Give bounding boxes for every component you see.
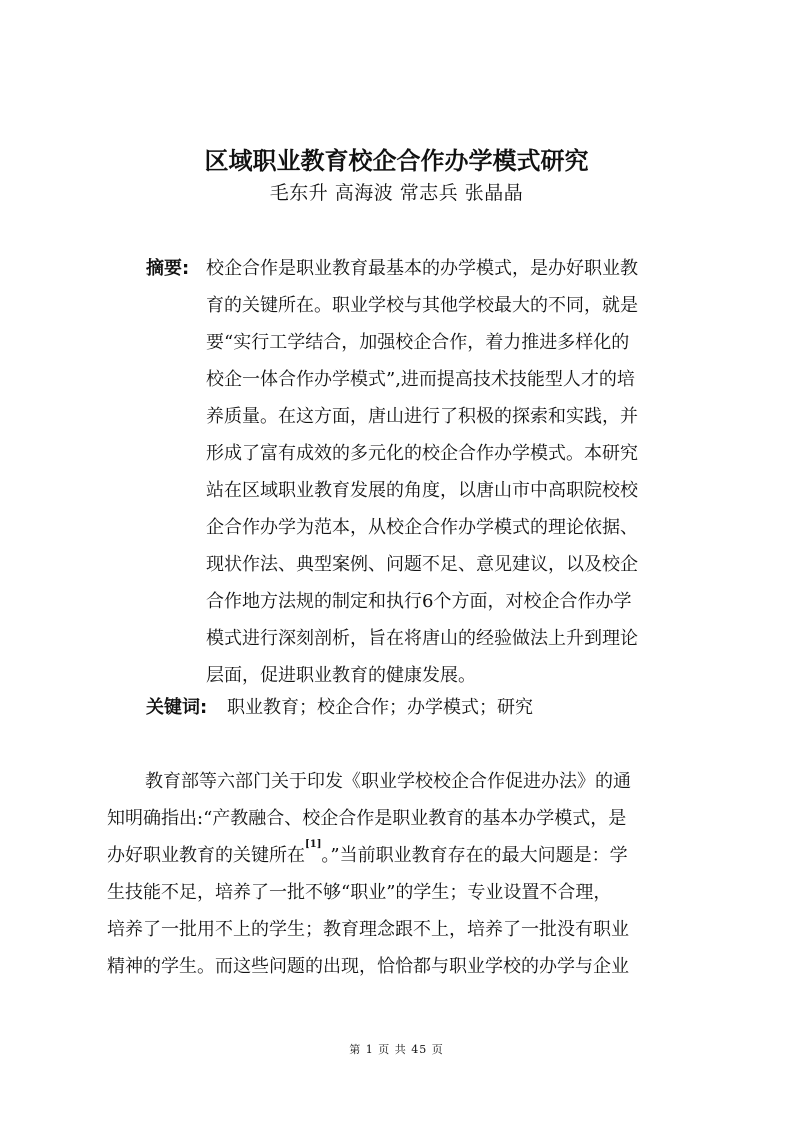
abstract-line: 育的关键所在。职业学校与其他学校最大的不同，就是 <box>206 295 638 316</box>
abstract-line: 养质量。在这方面，唐山进行了积极的探索和实践，并 <box>206 406 638 427</box>
abstract-line: 站在区域职业教育发展的角度，以唐山市中高职院校校 <box>206 480 638 501</box>
body-line: 精神的学生。而这些问题的出现，恰恰都与职业学校的办学与企业 <box>107 956 629 977</box>
body-line: 培养了一批用不上的学生；教育理念跟不上，培养了一批没有职业 <box>107 919 629 940</box>
abstract-line: 企合作办学为范本，从校企合作办学模式的理论依据、 <box>206 517 638 538</box>
abstract-line: 校企一体合作办学模式”,进而提高技术技能型人才的培 <box>206 369 635 390</box>
abstract-line: 校企合作是职业教育最基本的办学模式，是办好职业教 <box>206 258 638 279</box>
body-line: 生技能不足，培养了一批不够“职业”的学生；专业设置不合理， <box>107 882 612 903</box>
abstract-line: 层面，促进职业教育的健康发展。 <box>206 665 476 686</box>
paper-authors: 毛东升 高海波 常志兵 张晶晶 <box>269 182 524 204</box>
abstract-line: 要“实行工学结合，加强校企合作，着力推进多样化的 <box>206 332 630 353</box>
abstract-line: 合作地方法规的制定和执行6个方面，对校企合作办学 <box>206 591 632 612</box>
paper-title: 区域职业教育校企合作办学模式研究 <box>204 147 589 175</box>
body-text: 。”当前职业教育存在的最大问题是：学 <box>321 845 628 866</box>
body-line <box>107 841 628 867</box>
abstract-line: 模式进行深刻剖析，旨在将唐山的经验做法上升到理论 <box>206 628 638 649</box>
citation-ref[interactable]: [1] <box>305 839 322 850</box>
abstract-line: 现状作法、典型案例、问题不足、意见建议，以及校企 <box>206 554 638 575</box>
keywords-text: 职业教育；校企合作；办学模式；研究 <box>227 697 533 718</box>
keywords-label: 关键词: <box>146 697 208 718</box>
page-footer: 第 1 页 共 45 页 <box>349 1043 444 1056</box>
body-line: 知明确指出:“产教融合、校企合作是职业教育的基本办学模式，是 <box>107 808 627 829</box>
abstract-line: 形成了富有成效的多元化的校企合作办学模式。本研究 <box>206 443 638 464</box>
body-text: 办好职业教育的关键所在 <box>107 845 305 866</box>
abstract-label: 摘要: <box>146 258 190 279</box>
body-line: 教育部等六部门关于印发《职业学校校企合作促进办法》的通 <box>145 771 631 792</box>
